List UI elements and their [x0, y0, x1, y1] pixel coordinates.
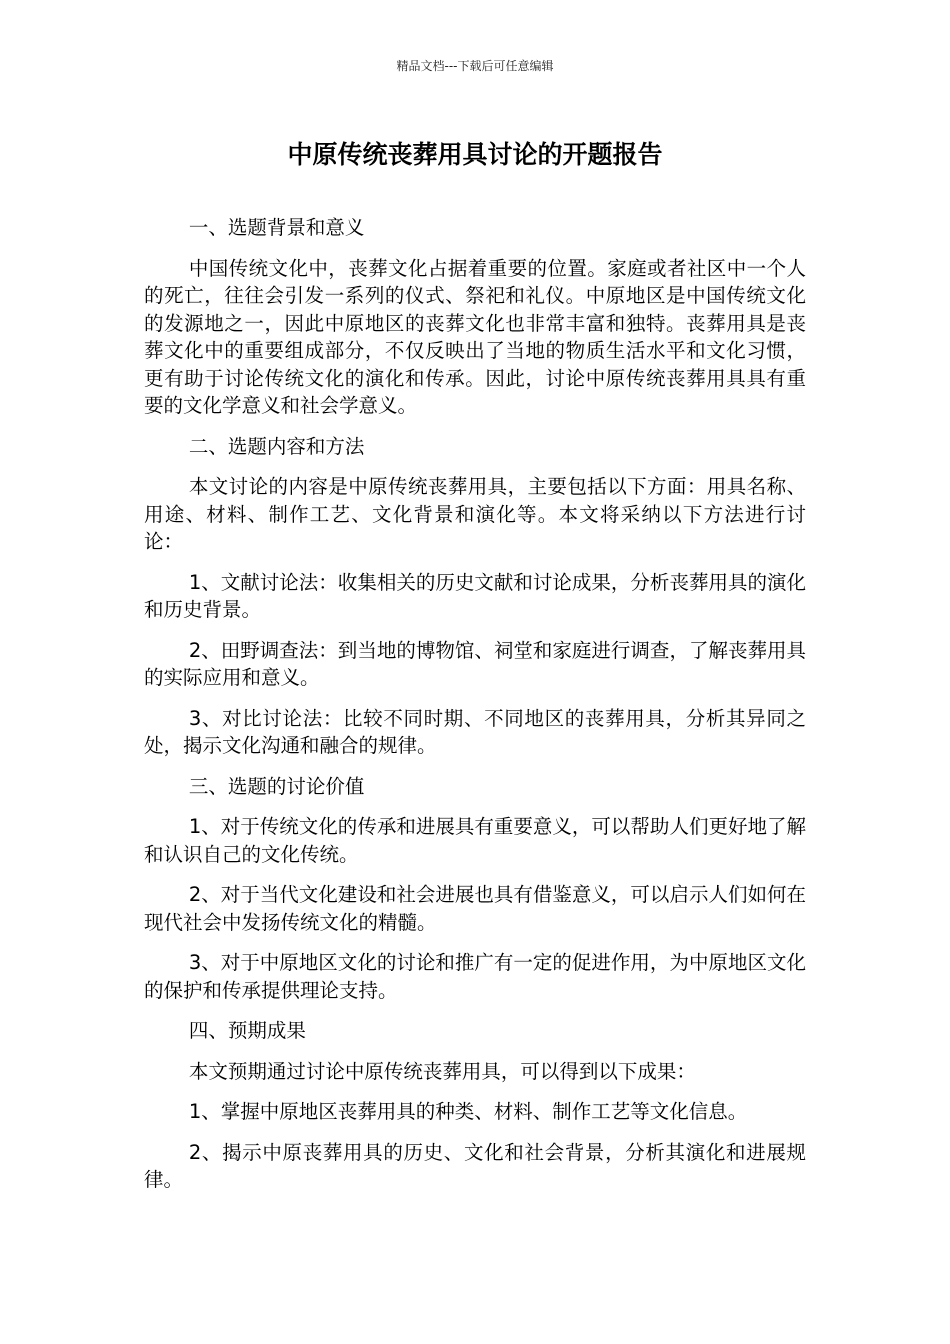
section-heading-background: 一、选题背景和意义 — [188, 216, 365, 239]
paragraph-background: 中国传统文化中，丧葬文化占据着重要的位置。家庭或者社区中一个人的死亡，往往会引发一系列的仪式、祭祀和礼仪。中原地区是中国传统文化的发源地之一，因此中原地区的丧葬文化也非常丰富和独特。丧葬用具是丧葬文化中的重要组成部分，不仅反映出了当地的物质生活水平和文化习惯，更有助于讨论传统文化的演化和传承。因此，讨论中原传统丧葬用具具有重要的文化学意义和社会学意义。 — [144, 256, 806, 417]
value-item-1: 1、对于传统文化的传承和进展具有重要意义，可以帮助人们更好地了解和认识自己的文化传统。 — [144, 815, 806, 866]
header-note: 精品文档---下载后可任意编辑 — [396, 59, 554, 73]
method-item-1: 1、文献讨论法：收集相关的历史文献和讨论成果，分析丧葬用具的演化和历史背景。 — [144, 570, 806, 621]
paragraph-content-method: 本文讨论的内容是中原传统丧葬用具，主要包括以下方面：用具名称、用途、材料、制作工艺、文化背景和演化等。本文将采纳以下方法进行讨论： — [144, 475, 806, 553]
document-title: 中原传统丧葬用具讨论的开题报告 — [287, 140, 663, 169]
method-item-2: 2、田野调查法：到当地的博物馆、祠堂和家庭进行调查，了解丧葬用具的实际应用和意义。 — [144, 638, 806, 689]
value-item-2: 2、对于当代文化建设和社会进展也具有借鉴意义，可以启示人们如何在现代社会中发扬传统文化的精髓。 — [144, 883, 806, 934]
section-heading-results: 四、预期成果 — [188, 1019, 306, 1042]
method-item-3: 3、对比讨论法：比较不同时期、不同地区的丧葬用具，分析其异同之处，揭示文化沟通和融合的规律。 — [144, 706, 806, 757]
result-item-2: 2、揭示中原丧葬用具的历史、文化和社会背景，分析其演化和进展规律。 — [144, 1140, 806, 1191]
value-item-3: 3、对于中原地区文化的讨论和推广有一定的促进作用，为中原地区文化的保护和传承提供理论支持。 — [144, 951, 806, 1002]
document-body — [144, 214, 806, 1207]
section-heading-value: 三、选题的讨论价值 — [188, 774, 365, 798]
result-item-1: 1、掌握中原地区丧葬用具的种类、材料、制作工艺等文化信息。 — [188, 1100, 748, 1123]
section-heading-content-method: 二、选题内容和方法 — [188, 434, 365, 458]
paragraph-results: 本文预期通过讨论中原传统丧葬用具，可以得到以下成果： — [188, 1059, 696, 1083]
